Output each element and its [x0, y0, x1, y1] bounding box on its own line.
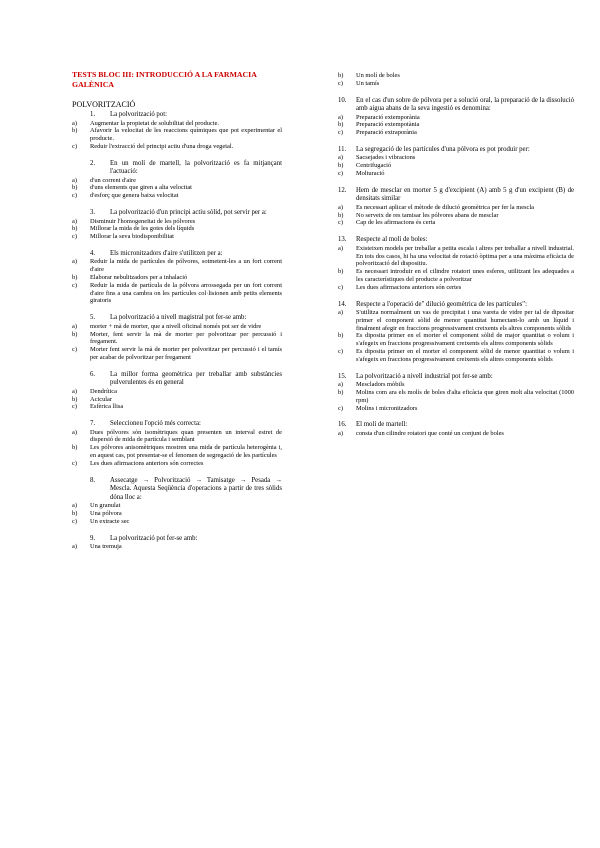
- option-text: Morter fent servir la mà de morter per polvoritzar per percussió i el tamís per acabar de polvoritzar per fregament: [90, 346, 282, 361]
- option-letter: a): [338, 244, 343, 252]
- question-stem: [72, 371, 282, 388]
- answer-option: [72, 543, 282, 551]
- option-letter: b): [72, 225, 78, 233]
- answer-option: [338, 219, 574, 227]
- question-number: 15.: [338, 372, 347, 380]
- option-letter: b): [72, 444, 78, 452]
- option-letter: b): [72, 330, 78, 338]
- section-title: POLVORITZACIÓ: [72, 100, 136, 109]
- option-letter: b): [72, 127, 78, 135]
- option-text: Preparació extemporània: [356, 113, 420, 121]
- option-letter: c): [72, 403, 77, 411]
- option-letter: a): [338, 309, 343, 317]
- answer-option: [72, 429, 282, 445]
- question: [338, 187, 574, 227]
- answer-option: [338, 204, 574, 212]
- answer-option: [338, 405, 574, 413]
- option-text: Es diposita primer en el morter el component sòlid de major quantitat o volum i s'afegeix en fraccions progressivament creixents els altres components sòlids: [356, 332, 574, 348]
- answer-option: [338, 154, 574, 162]
- answer-option: [338, 389, 574, 405]
- option-text: Disminuir l'homogeneïtat de les pólvores: [90, 217, 196, 225]
- option-text: Les dues afirmacions anteriors són correctes: [90, 459, 204, 467]
- question-number: 9.: [90, 534, 96, 542]
- question-text: Seleccioneu l'opció més correcta:: [110, 420, 201, 428]
- question-number: 12.: [338, 186, 347, 194]
- question-stem: [338, 301, 574, 310]
- question: [72, 160, 282, 200]
- question-stem: [72, 209, 282, 218]
- answer-option: [72, 323, 282, 331]
- answer-option: [338, 72, 574, 80]
- question: [338, 373, 574, 413]
- option-text: Es necessari introduir en el cilindre rotatori unes esferes, utilitzant les adequades a les característiques del producte a polvoritzar: [356, 268, 574, 283]
- question-stem: [72, 111, 282, 120]
- option-letter: b): [338, 72, 344, 79]
- question-stem: [338, 187, 574, 204]
- answer-option: [338, 162, 574, 170]
- question-number: 14.: [338, 300, 347, 308]
- question-text: En el cas d'un sobre de pólvora per a solució oral, la preparació de la dissolució amb aigua abans de la seva ingestió es denomina:: [356, 96, 574, 113]
- option-text: consta d'un cilindre rotatori que conté un conjunt de boles: [356, 429, 504, 437]
- right-question-list: [338, 72, 574, 438]
- question-stem: [72, 250, 282, 259]
- question: [338, 146, 574, 178]
- answer-option: [338, 268, 574, 284]
- option-text: Molins com ara els molís de boles d'alta eficàcia que giren molt alta velocitat (1000 rpm): [356, 388, 574, 404]
- answer-option: [72, 184, 282, 192]
- answer-option: [338, 170, 574, 178]
- question-stem: [338, 97, 574, 114]
- option-text: Un tamís: [356, 79, 380, 87]
- question-text: El molí de martell:: [356, 421, 408, 429]
- option-text: Una tremuja: [90, 543, 122, 550]
- answer-option: [72, 177, 282, 185]
- question: [338, 236, 574, 291]
- option-letter: c): [72, 233, 77, 241]
- question-number: 4.: [90, 249, 96, 257]
- question-text: Els micronitzadors d'aire s'utilitzen per a:: [110, 249, 223, 257]
- option-letter: c): [338, 283, 343, 291]
- answer-option: [338, 348, 574, 364]
- answer-option: [72, 120, 282, 128]
- option-letter: c): [72, 142, 77, 150]
- question-text: Hem de mesclar en morter 5 g d'excipient (A) amb 5 g d'un excipient (B) de densitats similar: [356, 186, 574, 203]
- option-letter: a): [72, 502, 77, 510]
- option-text: Un molí de boles: [356, 72, 400, 79]
- option-text: Morter, fent servir la mà de morter per polvoritzar per percussió i fregament.: [90, 330, 282, 346]
- option-letter: c): [338, 129, 343, 137]
- question-text: La polvorització pot fer-se amb:: [110, 534, 198, 542]
- option-text: Centrifugació: [356, 162, 392, 170]
- answer-option: [72, 502, 282, 510]
- question-text: En un molí de martell, la polvorització es fa mitjançant l'actuació:: [110, 159, 282, 176]
- option-letter: a): [72, 176, 77, 184]
- left-column: [72, 0, 308, 560]
- option-letter: b): [72, 184, 78, 192]
- answer-option: [72, 403, 282, 411]
- answer-option: [72, 346, 282, 362]
- option-text: Les dues afirmacions anteriors són certes: [356, 283, 462, 291]
- question: [72, 250, 282, 305]
- option-text: Augmentar la propietat de solubilitat del producte.: [90, 119, 220, 127]
- option-letter: a): [72, 119, 77, 127]
- option-text: Reduir la mida de partícules de pólvores, sotmetent-les a un fort corrent d'aire: [90, 258, 282, 274]
- option-text: Un extracte sec: [90, 517, 130, 525]
- option-letter: a): [72, 217, 77, 225]
- answer-option: [72, 127, 282, 143]
- option-letter: b): [338, 268, 344, 276]
- question-stem: [338, 373, 574, 382]
- option-letter: c): [72, 281, 77, 289]
- question-text: La millor forma geomètrica per treballar amb substàncies pulverulentes és en general: [110, 370, 282, 387]
- answer-option: [72, 460, 282, 468]
- question: [338, 72, 574, 88]
- question: [338, 301, 574, 364]
- answer-option: [72, 192, 282, 200]
- answer-option: [72, 225, 282, 233]
- question: [338, 97, 574, 137]
- option-letter: c): [338, 219, 343, 227]
- question-stem: [338, 236, 574, 245]
- answer-option: [338, 284, 574, 292]
- question-number: 16.: [338, 421, 347, 429]
- option-letter: a): [72, 387, 77, 395]
- question-number: 13.: [338, 236, 347, 244]
- answer-option: [72, 510, 282, 518]
- option-text: Reduir la mida de partícula de la pólvora arrossegada per un fort corrent d'aire fins a una cambra on les partícules col·lisionen amb petits elements giratoris: [90, 281, 282, 305]
- option-letter: a): [72, 543, 77, 550]
- answer-option: [72, 143, 282, 151]
- question: [72, 209, 282, 241]
- option-text: Es diposita primer en el morter el component sòlid de menor quantitat o volum i s'afegeix en fraccions progressivament creixents els altres components sòlids: [356, 348, 574, 363]
- option-text: d'uns elements que giren a alta velocitat: [90, 184, 192, 192]
- option-text: Dues pólvores són isomètriques quan presenten un interval estret de dispersió de mida de partícula i semblant: [90, 428, 282, 444]
- option-text: d'esforç que genera baixa velocitat: [90, 192, 179, 200]
- answer-option: [72, 274, 282, 282]
- option-text: Una pólvora: [90, 509, 122, 517]
- option-letter: b): [338, 162, 344, 170]
- option-text: Existeixen models per treballar a petita escala i altres per treballar a nivell industrial. En tots dos casos, hi ha una velocitat de rotació òptima per a una màxima eficàcia de polvorització del dispositiu.: [356, 244, 574, 268]
- document-title: TESTS BLOC III: INTRODUCCIÓ A LA FARMACIA GALÈNICA: [72, 70, 257, 89]
- option-text: S'utilitza normalment un vas de precipitat i una vareta de vidre per tal de dipositar primer el component sòlid de menor quantitat humectant-lo amb un líquid i finalment afegir en fraccions progressivament creixents els altres components sòlids: [356, 309, 574, 332]
- question-stem: [338, 421, 574, 430]
- option-text: Es necessari aplicar el mètode de dilució geomètrica per fer la mescla: [356, 203, 534, 211]
- option-letter: a): [72, 428, 77, 436]
- option-text: Un granulat: [90, 502, 121, 510]
- option-letter: b): [338, 332, 344, 340]
- option-text: Cap de les afirmacions és certa: [356, 219, 436, 227]
- option-text: No serveix de res tamisar les pólvores abans de mesclar: [356, 211, 499, 219]
- option-text: Les pólvores anisomètriques mostren una mida de partícula heterogènia i, en aquest cas, pot presentar-se el fenomen de segregació de les partícules: [90, 444, 282, 460]
- question: [72, 477, 282, 526]
- question: [72, 420, 282, 467]
- option-letter: a): [338, 113, 343, 121]
- answer-option: [72, 444, 282, 460]
- answer-option: [72, 331, 282, 347]
- option-letter: b): [72, 395, 78, 403]
- question: [72, 314, 282, 361]
- left-question-list: [72, 111, 308, 551]
- answer-option: [72, 518, 282, 526]
- option-letter: a): [72, 258, 77, 266]
- option-letter: c): [72, 517, 77, 525]
- question-stem: [72, 314, 282, 323]
- question-number: 1.: [90, 111, 96, 118]
- answer-option: [338, 381, 574, 389]
- question-text: Respecte a l'operació de" dilució geomètrica de les partícules":: [356, 300, 527, 308]
- answer-option: [72, 258, 282, 274]
- question: [338, 421, 574, 437]
- option-text: d'un corrent d'aire: [90, 176, 136, 184]
- question-stem: [72, 420, 282, 429]
- option-text: Afavorir la velocitat de les reaccions químiques que pot experimentar el producte.: [90, 127, 282, 143]
- question-text: La polvorització a nivell magistral pot fer-se amb:: [110, 314, 247, 322]
- option-letter: a): [338, 381, 343, 389]
- question-number: 8.: [90, 476, 96, 484]
- option-text: Esfèrica llisa: [90, 403, 124, 411]
- question-number: 10.: [338, 96, 347, 104]
- question-number: 3.: [90, 209, 96, 217]
- answer-option: [72, 396, 282, 404]
- question: [72, 535, 282, 551]
- option-text: Molins i micronitzadors: [356, 404, 418, 412]
- option-text: Reduir l'extracció del principi actiu d'una droga vegetal.: [90, 142, 234, 150]
- option-letter: c): [72, 192, 77, 200]
- question-text: La polvorització d'un principi actiu sòlid, pot servir per a:: [110, 209, 267, 217]
- question-text: Assecatge → Polvorització → Tamisatge → Pesada → Mescla. Aquesta Seqüència d'operacions a partir de tres sòlids dóna lloc a:: [110, 476, 282, 501]
- answer-option: [72, 233, 282, 241]
- option-text: Mescladors mòbils: [356, 381, 405, 389]
- answer-option: [338, 212, 574, 220]
- question-number: 2.: [90, 159, 96, 167]
- answer-option: [338, 309, 574, 332]
- answer-option: [338, 430, 574, 438]
- answer-option: [338, 129, 574, 137]
- option-letter: b): [72, 509, 78, 517]
- option-letter: b): [338, 121, 344, 129]
- option-text: Acicular: [90, 395, 112, 403]
- option-letter: a): [338, 154, 343, 162]
- answer-option: [72, 282, 282, 305]
- question-stem: [72, 477, 282, 503]
- option-letter: c): [338, 79, 343, 87]
- answer-option: [72, 388, 282, 396]
- question-number: 6.: [90, 370, 96, 378]
- question-number: 11.: [338, 145, 347, 153]
- option-letter: c): [338, 170, 343, 178]
- question-text: Respecte al molí de boles:: [356, 236, 428, 244]
- option-text: Molturació: [356, 170, 385, 178]
- question-text: La polvorització pot:: [110, 111, 168, 118]
- option-letter: b): [72, 274, 78, 282]
- option-letter: b): [338, 388, 344, 396]
- question-number: 7.: [90, 420, 96, 428]
- option-text: morter + mà de morter, que a nivell oficinal només pot ser de vidre: [90, 322, 262, 330]
- question-text: La polvorització a nivell industrial pot fer-se amb:: [356, 372, 493, 380]
- option-text: Millorar la mida de les gotes dels líquids: [90, 225, 195, 233]
- question: [72, 111, 282, 151]
- option-letter: c): [72, 459, 77, 467]
- answer-option: [338, 80, 574, 88]
- option-text: Elaborar nebulitzadors per a inhalació: [90, 274, 188, 282]
- option-text: Preparació extempotània: [356, 121, 420, 129]
- answer-option: [338, 245, 574, 268]
- right-column: [338, 0, 574, 447]
- option-letter: c): [72, 346, 77, 354]
- option-letter: a): [338, 203, 343, 211]
- option-letter: a): [338, 429, 343, 437]
- question-stem: [72, 535, 282, 544]
- option-letter: c): [338, 348, 343, 356]
- question-stem: [72, 160, 282, 177]
- option-text: Millorar la seva biodisponibilitat: [90, 233, 174, 241]
- answer-option: [338, 332, 574, 348]
- answer-option: [72, 218, 282, 226]
- question-number: 5.: [90, 314, 96, 322]
- option-text: Sacsejades i vibracions: [356, 154, 416, 162]
- question-text: La segregació de les partícules d'una pólvora es pot produir per:: [356, 145, 530, 153]
- question: [72, 371, 282, 411]
- option-letter: a): [72, 322, 77, 330]
- option-text: Preparació extraporània: [356, 129, 417, 137]
- option-letter: b): [338, 211, 344, 219]
- answer-option: [338, 121, 574, 129]
- answer-option: [338, 114, 574, 122]
- option-text: Dendrítica: [90, 387, 117, 395]
- question-stem: [338, 146, 574, 155]
- option-letter: c): [338, 404, 343, 412]
